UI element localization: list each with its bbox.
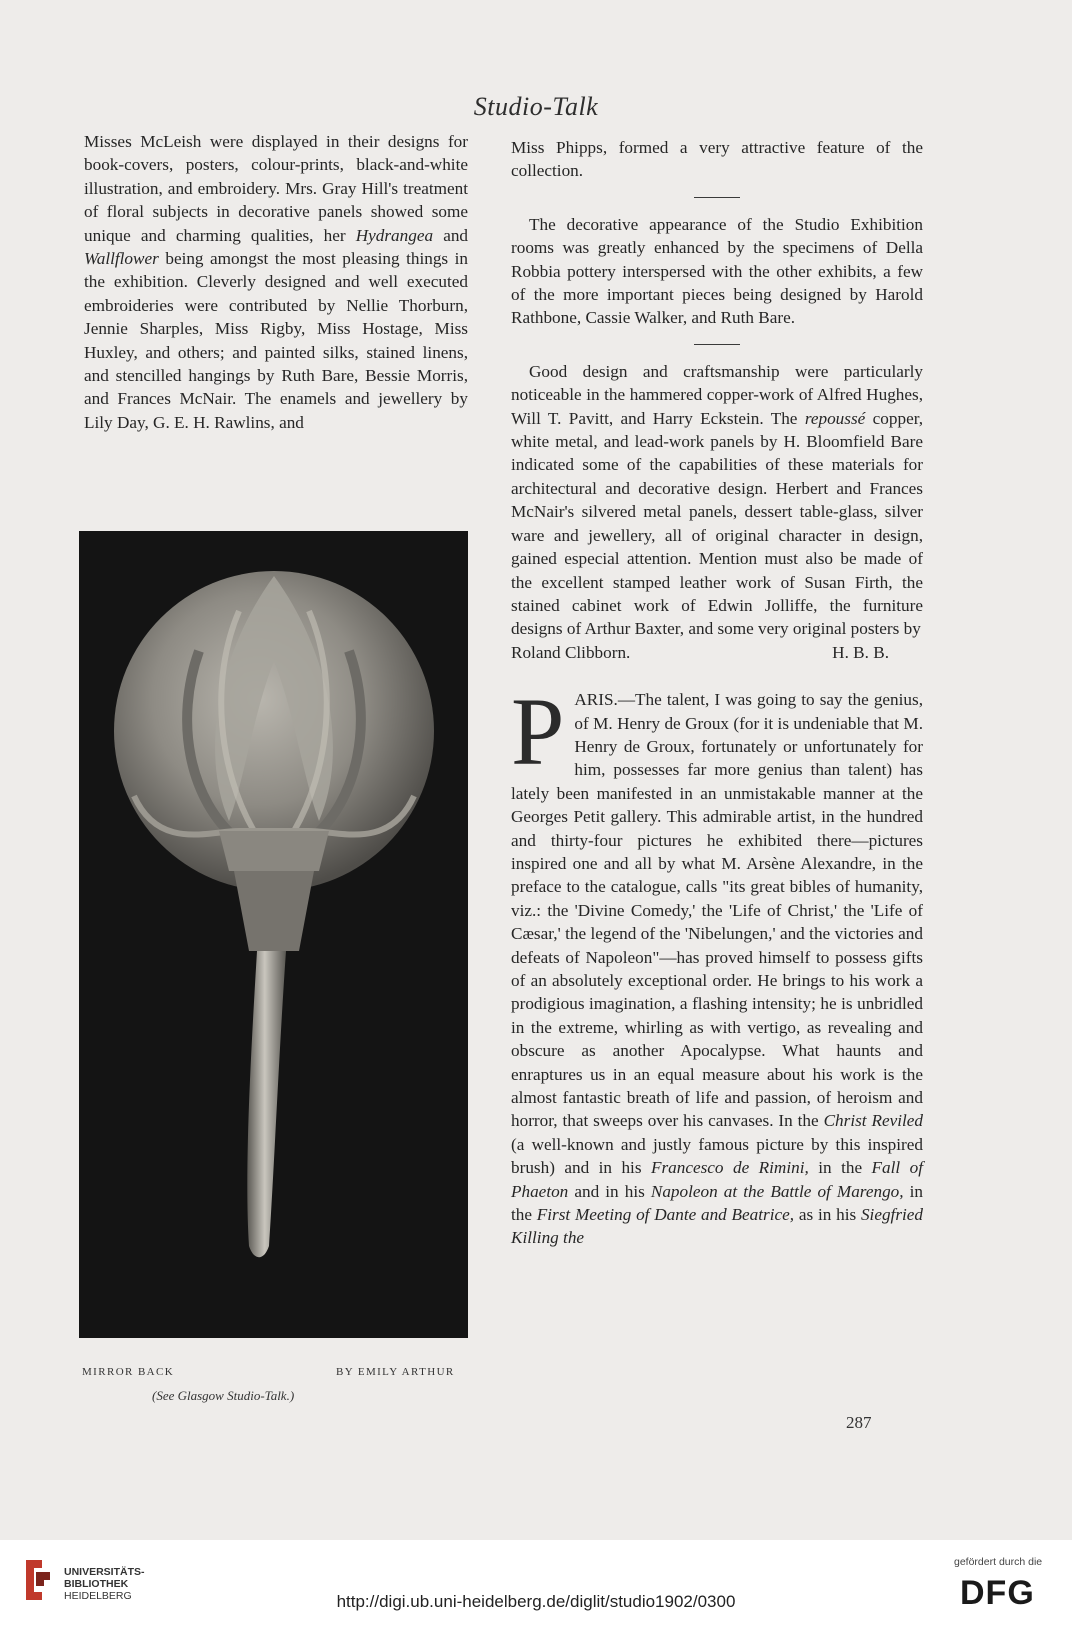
mirror-back-image (79, 531, 468, 1338)
funding-note: gefördert durch die (954, 1556, 1043, 1568)
right-paragraph-3: Good design and craftsmanship were particularly noticeable in the hammered copper-work of Alfred Hughes, Will T. Pavitt, and Harry Eckstein. The repoussé copper, white metal, and lead-work panels by H. Bloomfield Bare indicated some of the capabilities of these materials for architectural and decorative design. Herbert and Frances McNair's silvered metal panels, dessert table-glass, silver ware and jewellery, all of original character in design, gained especial attention. Mention must also be made of the excellent stamped leather work of Susan Firth, the stained cabinet work of Edwin Jolliffe, the furniture designs of Arthur Baxter, and some very original posters by (511, 361, 924, 639)
left-text-column (84, 130, 468, 434)
page-number: 287 (846, 1413, 872, 1432)
signature-line: Roland Clibborn. H. B. B. (511, 641, 923, 664)
permalink-url[interactable]: http://digi.ub.uni-heidelberg.de/diglit/studio1902/0300 (336, 1592, 736, 1611)
viewer-footer (0, 1540, 1072, 1627)
university-library-name: UNIVERSITÄTS- BIBLIOTHEK HEIDELBERG (64, 1566, 145, 1602)
paris-paragraph: PARIS.—The talent, I was going to say the genius, of M. Henry de Groux (for it is undeniable that M. Henry de Groux, fortunately or unfortunately for him, possesses far more genius than talent) has lately been manifested in an unmistakable manner at the Georges Petit gallery. This admirable artist, in the hundred and thirty-four pictures he exhibited there—pictures inspired one and all by what M. Arsène Alexandre, in the preface to the catalogue, calls "its great bibles of humanity, viz.: the 'Divine Comedy,' the 'Life of Christ,' the 'Life of Cæsar,' the legend of the 'Nibelungen,' and the victories and defeats of Napoleon"—has proved himself to possess gifts of an absolutely exceptional order. He brings to his work a prodigious imagination, a flashing intensity; he is unbridled in the extreme, whirling as with vertigo, as revealing and obscure as another Apocalypse. What haunts and enraptures us in an equal measure about his work is the almost fantastic breath of life and passion, of heroism and horror, that sweeps over his canvases. In the Christ Reviled (a well-known and justly famous picture by this inspired brush) and in his Francesco de Rimini, in the Fall of Phaeton and in his Napoleon at the Battle of Marengo, in the First Meeting of Dante and Beatrice, as in his Siegfried Killing the (511, 678, 924, 1248)
running-head: Studio-Talk (473, 92, 599, 121)
signature: H. B. B. (832, 642, 889, 662)
plate-caption-title: MIRROR BACK (82, 1366, 175, 1378)
plate-caption-note: (See Glasgow Studio-Talk.) (152, 1388, 295, 1403)
dfg-logo: DFG (960, 1574, 1035, 1612)
drop-cap-letter: P (511, 678, 565, 786)
right-paragraph-1: Miss Phipps, formed a very attractive feature of the collection. (511, 138, 923, 181)
hydrangea-title: Hydrangea (355, 225, 434, 245)
right-text-column (511, 136, 923, 1250)
section-divider (694, 344, 740, 345)
left-paragraph: Misses McLeish were displayed in their designs for book-covers, posters, colour-prints, black-and-white illustration, and embroidery. Mrs. Gray Hill's treatment of floral subjects in decorative panels showed some unique and charming qualities, her Hydrangea and Wallflower being amongst the most pleasing things in the exhibition. Cleverly designed and well executed embroideries were contributed by Nellie Thorburn, Jennie Sharples, Miss Rigby, Miss Hostage, Miss Huxley, and others; and painted silks, stained linens, and stencilled hangings by Ruth Bare, Bessie Morris, and Frances McNair. The enamels and jewellery by Lily Day, G. E. H. Rawlins, and (84, 132, 469, 432)
section-divider (694, 197, 740, 198)
repousse-term: repoussé (804, 408, 866, 428)
right-paragraph-2: The decorative appearance of the Studio Exhibition rooms was greatly enhanced by the specimens of Della Robbia pottery interspersed with the other exhibits, a few of the more important pieces being designed by Harold Rathbone, Cassie Walker, and Ruth Bare. (511, 214, 923, 328)
wallflower-title: Wallflower (84, 249, 159, 269)
plate-caption-artist: BY EMILY ARTHUR (336, 1366, 455, 1378)
mirror-back-illustration (79, 531, 468, 1338)
